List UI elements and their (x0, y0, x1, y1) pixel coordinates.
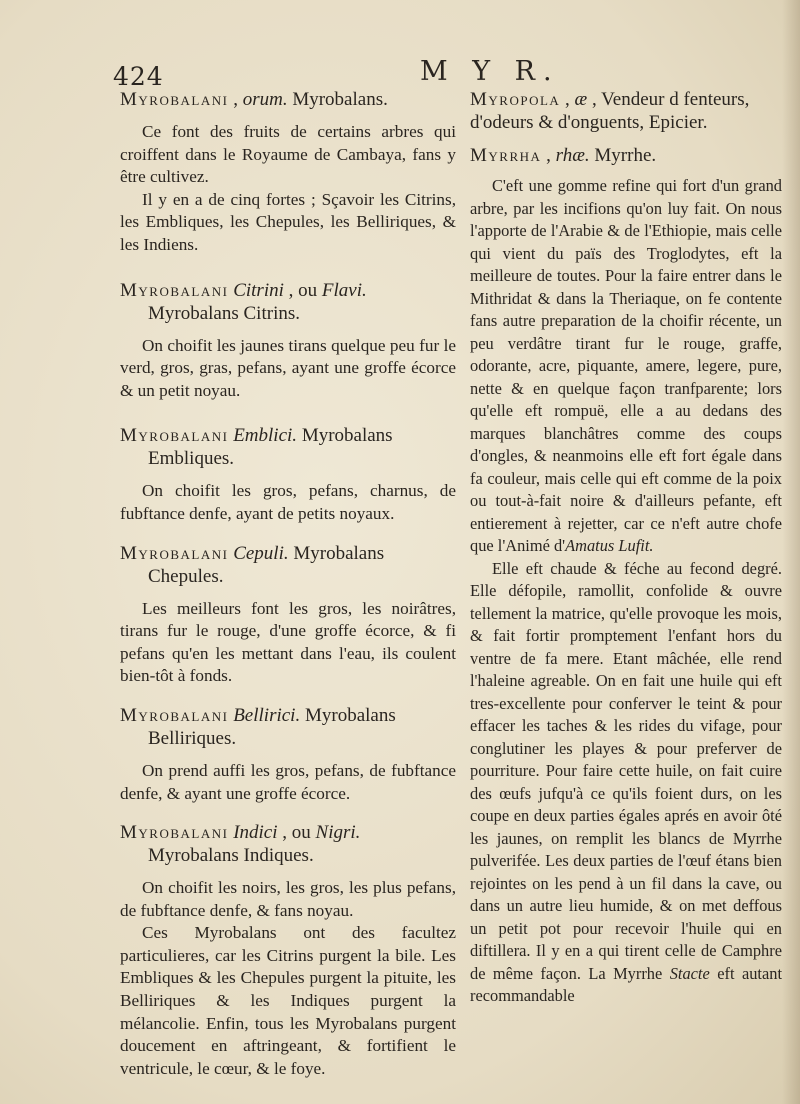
paragraph-text-end: eft autant recommandable (470, 963, 782, 1005)
paragraph: On choifit les noirs, les gros, les plus pefans, de fubftance denfe, & fans noyau. (120, 878, 456, 920)
paragraph (470, 558, 782, 1008)
heading-latin: Emblici. (233, 425, 298, 447)
paragraph: Ces Myrobalans ont des facultez particulieres, car les Citrins purgent la bile. Les Embliques & les Chepules purgent la pituite, les Belliriques & les Indiques purgent la mélancolie. Enfin, tous les Myrobalans purgent doucement en aftringeant, & fortifient le ventricule, le cœur, & le foye. (120, 923, 456, 1078)
heading-latin-alt: Nigri. (315, 822, 361, 844)
heading-genitive: orum. (242, 89, 288, 110)
heading-term: Myrobalani (120, 822, 229, 844)
heading-term: Myrobalani (120, 542, 229, 564)
entry-heading-myrrha (470, 144, 782, 167)
paragraph (470, 175, 782, 558)
heading-translation: Chepules. (148, 565, 224, 587)
heading-genitive: rhæ. (555, 145, 590, 166)
heading-sep: , (228, 89, 243, 110)
page-number: 424 (113, 62, 164, 91)
heading-genitive: æ (574, 89, 588, 110)
paragraph: Ce font des fruits de certains arbres qui croiffent dans le Royaume de Cambaya, fans y être cultivez. (120, 122, 456, 187)
paragraph: Il y en a de cinq fortes ; Sçavoir les Citrins, les Embliques, les Chepules, les Belliriques, & les Indiens. (120, 189, 456, 254)
heading-latin: Indici (233, 822, 278, 844)
heading-latin: Citrini (233, 279, 284, 301)
heading-term: Myropola (470, 89, 561, 110)
entry-heading-bellirici (120, 704, 456, 750)
heading-term: Myrobalani (120, 704, 229, 726)
running-head: M Y R. (420, 56, 560, 87)
entry-heading-cepuli (120, 542, 456, 588)
entry-heading-emblici (120, 424, 456, 470)
heading-translation-start: Myrobalans (297, 425, 393, 447)
entry-heading-indici (120, 821, 456, 867)
heading-latin-alt: Flavi. (321, 279, 367, 301)
heading-translation: Myrobalans Citrins. (148, 302, 300, 324)
heading-translation: Myrrhe. (589, 145, 657, 166)
heading-translation-start: Myrobalans (300, 704, 396, 726)
heading-term: Myrobalani (120, 279, 229, 301)
heading-or: , ou (283, 279, 322, 301)
entry-heading-myropola (470, 88, 782, 134)
right-column (470, 88, 782, 1008)
heading-translation: Embliques. (148, 448, 235, 470)
entry-heading-citrini (120, 279, 456, 325)
heading-sep: , (560, 89, 575, 110)
paragraph-citation: Amatus Lufit. (565, 536, 654, 555)
heading-or: , ou (277, 822, 316, 844)
heading-latin: Bellirici. (233, 704, 301, 726)
heading-translation: Myrobalans. (287, 89, 388, 110)
paragraph: Les meilleurs font les gros, les noirâtres, tirans fur le rouge, d'une groffe écorce, & fi pefans qu'en les mettant dans l'eau, ils coulent bien-tôt à fonds. (120, 598, 456, 686)
heading-term: Myrobalani (120, 89, 229, 110)
heading-translation: , Vendeur d fenteurs, d'odeurs & d'onguents, Epicier. (470, 89, 750, 133)
heading-translation: Belliriques. (148, 727, 237, 749)
heading-latin: Cepuli. (233, 542, 289, 564)
paragraph: On choifit les gros, pefans, charnus, de fubftance denfe, ayant de petits noyaux. (120, 481, 456, 523)
heading-sep: , (541, 145, 556, 166)
heading-term: Myrobalani (120, 425, 229, 447)
heading-translation-start: Myrobalans (288, 542, 385, 564)
left-column (120, 88, 456, 1080)
paragraph-text: Elle eft chaude & féche au fecond degré. Elle défopile, ramollit, confolide & ouvre tellement la matrice, qu'elle provoque les mois, & fait fortir promptement l'enfant hors du ventre de fa mere. Etant mâchée, elle rend l'haleine agreable. On en fait une huile qui eft tres-excellente pour conferver le teint & pour effacer les taches & les rides du vifage, pour conglutiner les playes & pour preferver de pourriture. Pour faire cette huile, on fait cuire des œufs jufqu'à ce qu'ils foient durs, on les coupe en deux parties égales aprés en avoir ôté les jaunes, on remplit les blancs de Myrrhe pulverifée. Les deux parties de l'œuf étans bien rejointes on les pend à un fil dans la cave, ou dans un autre lieu humide, & on met deffous un petit pot pour recevoir l'huile qui en diftillera. Il y en a qui tirent celle de Camphre de même façon. La Myrrhe (470, 558, 782, 983)
page-edge-shadow (782, 0, 800, 1104)
paragraph: On prend auffi les gros, pefans, de fubftance denfe, & ayant une groffe écorce. (120, 760, 456, 803)
paragraph: On choifit les jaunes tirans quelque peu fur le verd, gros, gras, pefans, ayant une groffe écorce & un petit noyau. (120, 335, 456, 400)
paragraph-text: C'eft une gomme refine qui fort d'un grand arbre, par les incifions qu'on luy fait. On nous l'apporte de l'Arabie & de l'Ethiopie, mais celle qui vient du païs des Troglodytes, eft la meilleure de toutes. Pour la faire entrer dans le Mithridat & dans la Theriaque, on fe contente fans autre preparation de la choifir récente, un peu verdâtre tirant fur le rouge, graffe, odorante, acre, piquante, amere, legere, pure, nette & en quelque façon tranfparente; lors qu'elle eft rompuë, elle a au dedans des marques blanchâtres comme des coups d'ongles, & neanmoins elle eft fort égale dans fa couleur, mais celle qui eft comme de la poix ou tout-à-fait noire & d'ailleurs pefante, eft entierement à rejetter, car ce n'eft autre chofe que l'Animé d' (470, 176, 782, 555)
heading-term: Myrrha (470, 145, 542, 166)
heading-translation: Myrobalans Indiques. (148, 845, 314, 867)
entry-heading-myrobalani (120, 88, 456, 111)
paragraph-term: Stacte (669, 963, 710, 983)
